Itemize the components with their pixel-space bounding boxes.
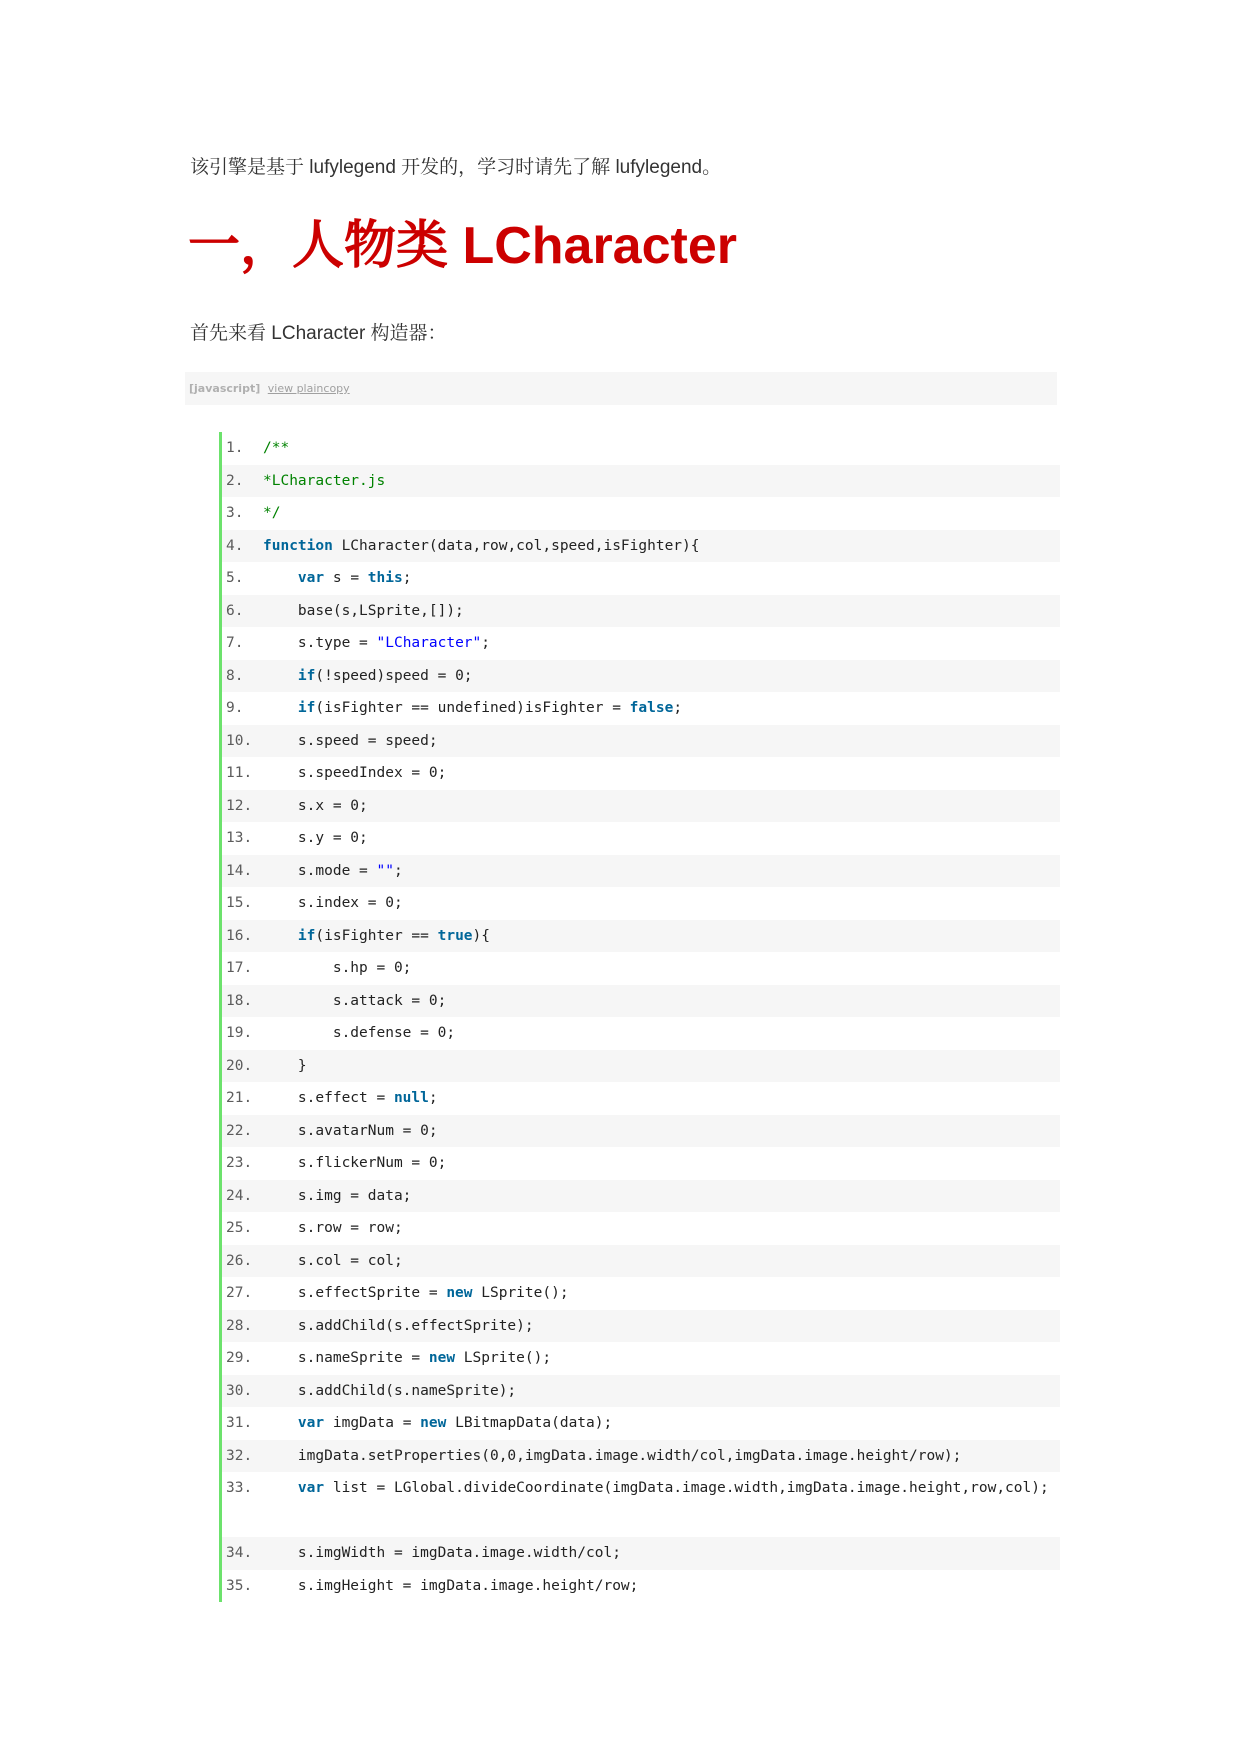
code-line [222, 757, 1060, 790]
line-number: 25. [226, 1220, 253, 1236]
section-heading: 一，人物类 LCharacter [188, 217, 737, 275]
line-number: 28. [226, 1317, 253, 1334]
line-number: 5. [226, 570, 244, 586]
code-line [222, 432, 1060, 465]
code-line [222, 1082, 1060, 1115]
code-line [222, 1342, 1060, 1375]
code-line [222, 1570, 1060, 1603]
code-line-blank [222, 1505, 1060, 1538]
code-line [222, 725, 1060, 758]
code-text: s.x = 0; [297, 797, 368, 814]
line-number: 3. [226, 505, 244, 521]
code-language-label: [javascript] [189, 382, 261, 395]
code-keyword: var [297, 1480, 325, 1496]
code-comment: /** [263, 440, 290, 456]
code-keyword: var [297, 1415, 325, 1431]
code-text: s.nameSprite = [297, 1350, 429, 1366]
code-keyword: var [297, 570, 325, 586]
line-number: 34. [226, 1545, 253, 1561]
code-text: ; [481, 635, 490, 651]
line-number: 6. [226, 602, 244, 619]
code-line [222, 660, 1060, 693]
code-text: (isFighter == undefined)isFighter = [315, 700, 630, 716]
code-string: "LCharacter" [376, 635, 482, 651]
code-keyword: true [437, 927, 473, 944]
code-keyword: this [367, 570, 403, 586]
view-plain-link[interactable]: view plain [267, 382, 324, 395]
code-line [222, 1245, 1060, 1278]
code-keyword: null [393, 1090, 429, 1106]
code-comment: *LCharacter.js [263, 472, 386, 489]
code-line [222, 1050, 1060, 1083]
code-text: ; [428, 1090, 438, 1106]
line-number: 4. [226, 537, 244, 554]
code-keyword: false [629, 700, 674, 716]
line-number: 26. [226, 1252, 253, 1269]
code-line [222, 1537, 1060, 1570]
code-text: s.mode = [297, 862, 377, 879]
code-text: s.speedIndex = 0; [297, 765, 447, 781]
code-line [222, 627, 1060, 660]
line-number: 8. [226, 667, 244, 684]
code-line [222, 1147, 1060, 1180]
code-text: LBitmapData(data); [446, 1415, 613, 1431]
line-number: 21. [226, 1090, 253, 1106]
code-keyword: new [428, 1350, 456, 1366]
line-number: 30. [226, 1382, 253, 1399]
line-number: 24. [226, 1187, 253, 1204]
code-line [222, 595, 1060, 628]
code-keyword: if [297, 700, 316, 716]
code-toolbar [185, 372, 1057, 405]
constructor-intro: 首先来看 LCharacter 构造器： [190, 323, 447, 344]
code-line [222, 1472, 1060, 1505]
code-line [222, 1277, 1060, 1310]
line-number: 19. [226, 1025, 253, 1041]
line-number: 20. [226, 1057, 253, 1074]
code-text: s.addChild(s.nameSprite); [297, 1382, 517, 1399]
line-number: 31. [226, 1415, 253, 1431]
code-line [222, 465, 1060, 498]
code-text: LCharacter(data,row,col,speed,isFighter){ [332, 537, 700, 554]
code-text: s.defense = 0; [332, 1025, 456, 1041]
code-text: imgData.setProperties(0,0,imgData.image.width/col,imgData.image.height/row); [297, 1447, 962, 1464]
code-text: s.row = row; [297, 1220, 403, 1236]
code-line [222, 1115, 1060, 1148]
code-line [222, 562, 1060, 595]
code-text: s.index = 0; [297, 895, 403, 911]
code-text: ; [402, 570, 412, 586]
intro-paragraph: 该引擎是基于 lufylegend 开发的，学习时请先了解 lufylegend。 [190, 157, 722, 178]
code-text: s.flickerNum = 0; [297, 1155, 447, 1171]
line-number: 13. [226, 830, 253, 846]
code-text: s.attack = 0; [332, 992, 447, 1009]
line-number: 29. [226, 1350, 253, 1366]
code-line [222, 692, 1060, 725]
code-line [222, 887, 1060, 920]
line-number: 9. [226, 700, 244, 716]
code-text: s.imgHeight = imgData.image.height/row; [297, 1577, 639, 1594]
code-line [222, 530, 1060, 563]
line-number: 22. [226, 1122, 253, 1139]
code-text: ){ [472, 927, 490, 944]
code-text: list = LGlobal.divideCoordinate(imgData.image.width,imgData.image.height,row,col); [324, 1480, 1049, 1496]
code-text: s.y = 0; [297, 830, 368, 846]
line-number: 33. [226, 1480, 253, 1496]
line-number: 18. [226, 992, 253, 1009]
code-text: s.hp = 0; [332, 960, 412, 976]
code-keyword: new [420, 1415, 447, 1431]
line-number: 27. [226, 1285, 253, 1301]
code-text: s.effectSprite = [297, 1285, 447, 1301]
code-comment: */ [263, 505, 281, 521]
line-number: 1. [226, 440, 244, 456]
code-text: imgData = [324, 1415, 421, 1431]
line-number: 32. [226, 1447, 253, 1464]
code-line [222, 1310, 1060, 1343]
code-text: (!speed)speed = 0; [315, 667, 473, 684]
line-number: 16. [226, 927, 253, 944]
code-text: s.imgWidth = imgData.image.width/col; [297, 1545, 621, 1561]
line-number: 11. [226, 765, 253, 781]
code-line [222, 497, 1060, 530]
code-line [222, 1212, 1060, 1245]
line-number: 12. [226, 797, 253, 814]
line-number: 35. [226, 1577, 253, 1594]
line-number: 15. [226, 895, 253, 911]
line-number: 17. [226, 960, 253, 976]
code-string: "" [376, 862, 394, 879]
code-text: LSprite(); [472, 1285, 569, 1301]
line-number: 2. [226, 472, 244, 489]
code-text: s.col = col; [297, 1252, 403, 1269]
line-number: 23. [226, 1155, 253, 1171]
code-keyword: new [446, 1285, 473, 1301]
code-line [222, 985, 1060, 1018]
code-text: s.speed = speed; [297, 732, 438, 749]
code-line [222, 1180, 1060, 1213]
code-text: ; [393, 862, 403, 879]
code-line [222, 1407, 1060, 1440]
code-keyword: if [297, 927, 316, 944]
code-block [219, 432, 1060, 1602]
code-line [222, 952, 1060, 985]
code-text: s.type = [297, 635, 377, 651]
code-line [222, 790, 1060, 823]
code-keyword: if [297, 667, 316, 684]
line-number: 14. [226, 862, 253, 879]
code-line [222, 1375, 1060, 1408]
code-line [222, 920, 1060, 953]
code-text: } [297, 1057, 307, 1074]
code-text: ; [673, 700, 683, 716]
copy-link[interactable]: copy [323, 382, 350, 395]
code-text: s.avatarNum = 0; [297, 1122, 438, 1139]
code-text: s.img = data; [297, 1187, 412, 1204]
code-line [222, 1440, 1060, 1473]
code-text: base(s,LSprite,[]); [297, 602, 464, 619]
line-number: 7. [226, 635, 244, 651]
code-text: LSprite(); [455, 1350, 552, 1366]
code-text: s.effect = [297, 1090, 394, 1106]
code-text: (isFighter == [315, 927, 438, 944]
code-line [222, 822, 1060, 855]
code-text: s.addChild(s.effectSprite); [297, 1317, 534, 1334]
line-number: 10. [226, 732, 253, 749]
code-text: s = [324, 570, 368, 586]
code-keyword: function [263, 537, 333, 554]
code-line [222, 1017, 1060, 1050]
code-line [222, 855, 1060, 888]
